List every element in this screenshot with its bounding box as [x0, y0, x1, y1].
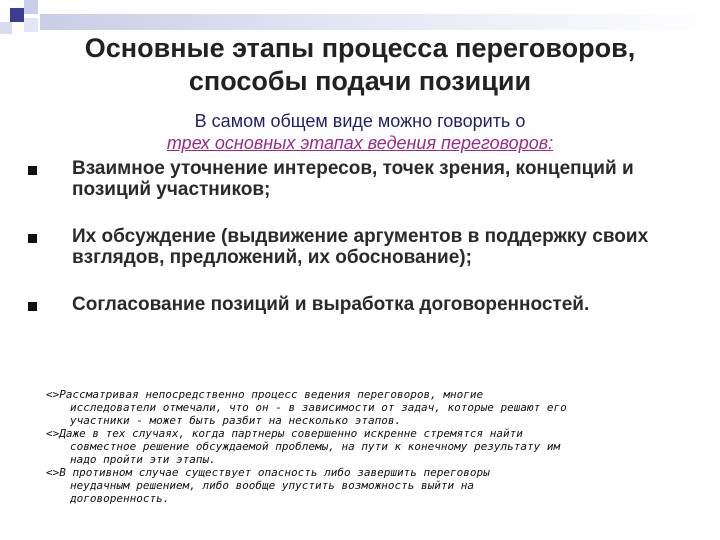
deco-square-light [24, 18, 38, 32]
note-line: участники - может быть разбит на несколько этапов. [70, 414, 402, 427]
deco-square-dark [10, 8, 24, 22]
note-line: неудачным решением, либо вообще упустить возможность выйти на [70, 479, 474, 492]
bullet-line: взглядов, предложений, их обоснование); [72, 247, 472, 268]
header-band [40, 14, 720, 30]
notes-block [46, 388, 696, 505]
note-paragraph [46, 427, 696, 466]
slide-title [0, 32, 720, 98]
bullet-line: Согласование позиций и выработка договоренностей. [72, 294, 590, 315]
note-line: исследователи отмечали, что он - в зависимости от задач, которые решают его [70, 401, 567, 414]
note-line: надо пройти эти этапы. [70, 453, 216, 466]
bullet-marker [28, 166, 37, 175]
note-paragraph [46, 466, 696, 505]
intro-line-1: В самом общем виде можно говорить о [194, 111, 526, 131]
bullet-line: Их обсуждение (выдвижение аргументов в поддержку своих [72, 226, 649, 247]
slide-title-line-1: Основные этапы процесса переговоров, [84, 33, 636, 63]
bullet-line: Взаимное уточнение интересов, точек зрения, концепций и [72, 158, 634, 179]
slide-title-line-2: способы подачи позиции [188, 66, 532, 96]
note-line: <>В противном случае существует опасность либо завершить переговоры [46, 466, 490, 479]
note-paragraph [46, 388, 696, 427]
note-line: совместное решение обсуждаемой проблемы, на пути к конечному результату им [70, 440, 561, 453]
note-line: <>Рассматривая непосредственно процесс ведения переговоров, многие [46, 388, 484, 401]
bullet-marker [28, 302, 37, 311]
intro-text [0, 110, 720, 154]
bullet-line: позиций участников; [72, 179, 271, 200]
intro-line-2: трех основных этапах ведения переговоров: [166, 133, 554, 153]
note-line: договоренность. [70, 492, 170, 505]
bullet-marker [28, 234, 37, 243]
deco-square-light [24, 0, 38, 14]
note-line: <>Даже в тех случаях, когда партнеры совершенно искренне стремятся найти [46, 427, 523, 440]
